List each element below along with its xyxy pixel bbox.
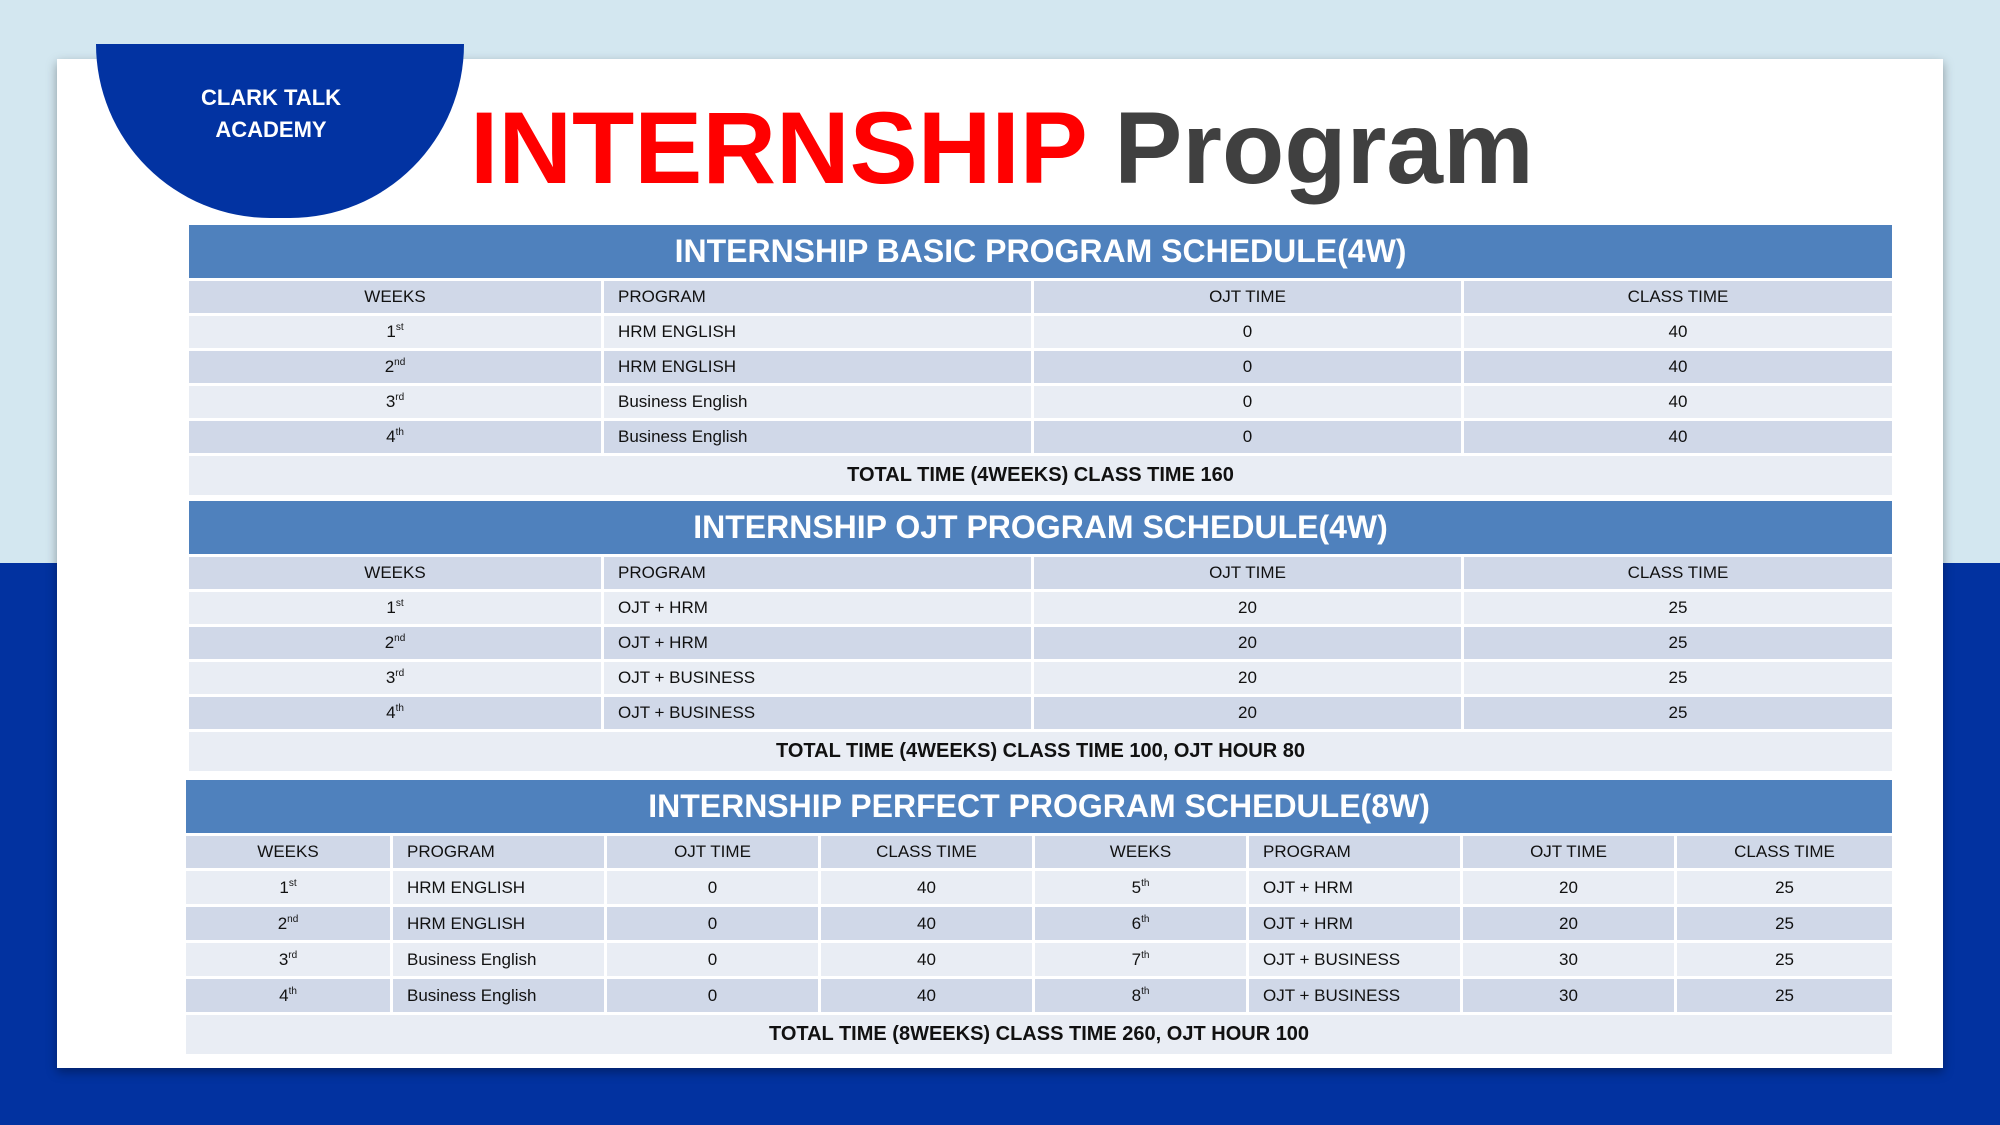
program-cell-2: OJT + BUSINESS <box>1248 978 1462 1014</box>
col-ojt-time: OJT TIME <box>606 835 820 870</box>
ojt-cell: 0 <box>1033 420 1463 455</box>
col-class-time: CLASS TIME <box>1463 556 1894 591</box>
page-title <box>470 88 1534 208</box>
class-cell: 40 <box>1463 315 1894 350</box>
col-program-2: PROGRAM <box>1248 835 1462 870</box>
class-cell-2: 25 <box>1676 906 1894 942</box>
program-cell: OJT + BUSINESS <box>603 661 1033 696</box>
ojt-total: TOTAL TIME (4WEEKS) CLASS TIME 100, OJT HOUR 80 <box>188 731 1894 773</box>
table-row <box>185 942 1894 978</box>
week-cell: 2nd <box>188 350 603 385</box>
class-cell: 40 <box>1463 350 1894 385</box>
col-class-time-2: CLASS TIME <box>1676 835 1894 870</box>
week-cell-2: 6th <box>1034 906 1248 942</box>
col-weeks: WEEKS <box>188 556 603 591</box>
logo-line-1: CLARK TALK <box>200 85 342 110</box>
ojt-cell: 20 <box>1033 661 1463 696</box>
ojt-cell: 0 <box>606 906 820 942</box>
week-cell: 3rd <box>188 385 603 420</box>
title-red: INTERNSHIP <box>470 91 1086 205</box>
week-cell-2: 5th <box>1034 870 1248 906</box>
class-cell: 40 <box>820 978 1034 1014</box>
table-row <box>188 661 1894 696</box>
class-cell-2: 25 <box>1676 870 1894 906</box>
class-cell: 40 <box>820 942 1034 978</box>
program-cell: OJT + BUSINESS <box>603 696 1033 731</box>
class-cell: 25 <box>1463 626 1894 661</box>
ojt-heading: INTERNSHIP OJT PROGRAM SCHEDULE(4W) <box>188 500 1894 556</box>
class-cell: 25 <box>1463 696 1894 731</box>
week-cell: 4th <box>188 696 603 731</box>
class-cell: 40 <box>1463 385 1894 420</box>
basic-total: TOTAL TIME (4WEEKS) CLASS TIME 160 <box>188 455 1894 497</box>
program-cell: HRM ENGLISH <box>603 350 1033 385</box>
perfect-total: TOTAL TIME (8WEEKS) CLASS TIME 260, OJT HOUR 100 <box>185 1014 1894 1056</box>
week-cell-2: 8th <box>1034 978 1248 1014</box>
table-row <box>185 906 1894 942</box>
ojt-cell-2: 30 <box>1462 942 1676 978</box>
ojt-cell: 0 <box>1033 315 1463 350</box>
program-cell: Business English <box>392 942 606 978</box>
perfect-heading: INTERNSHIP PERFECT PROGRAM SCHEDULE(8W) <box>185 779 1894 835</box>
ojt-cell: 0 <box>1033 350 1463 385</box>
week-cell: 2nd <box>185 906 392 942</box>
program-cell: HRM ENGLISH <box>392 870 606 906</box>
class-cell: 40 <box>820 870 1034 906</box>
col-class-time: CLASS TIME <box>820 835 1034 870</box>
program-cell: OJT + HRM <box>603 626 1033 661</box>
class-cell-2: 25 <box>1676 978 1894 1014</box>
col-program: PROGRAM <box>603 556 1033 591</box>
col-weeks: WEEKS <box>185 835 392 870</box>
ojt-cell: 0 <box>606 978 820 1014</box>
col-ojt-time-2: OJT TIME <box>1462 835 1676 870</box>
title-gray: Program <box>1114 91 1534 205</box>
table-row <box>188 315 1894 350</box>
week-cell: 1st <box>188 591 603 626</box>
class-cell: 25 <box>1463 591 1894 626</box>
col-program: PROGRAM <box>392 835 606 870</box>
week-cell: 1st <box>188 315 603 350</box>
program-cell: Business English <box>392 978 606 1014</box>
week-cell: 2nd <box>188 626 603 661</box>
basic-heading: INTERNSHIP BASIC PROGRAM SCHEDULE(4W) <box>188 224 1894 280</box>
col-ojt-time: OJT TIME <box>1033 556 1463 591</box>
table-row <box>188 626 1894 661</box>
class-cell-2: 25 <box>1676 942 1894 978</box>
program-cell-2: OJT + BUSINESS <box>1248 942 1462 978</box>
class-cell: 25 <box>1463 661 1894 696</box>
col-weeks: WEEKS <box>188 280 603 315</box>
program-cell: HRM ENGLISH <box>392 906 606 942</box>
week-cell: 1st <box>185 870 392 906</box>
ojt-schedule-table <box>186 498 1895 774</box>
week-cell: 4th <box>188 420 603 455</box>
perfect-schedule-table <box>183 777 1895 1057</box>
table-row <box>188 350 1894 385</box>
program-cell: HRM ENGLISH <box>603 315 1033 350</box>
col-program: PROGRAM <box>603 280 1033 315</box>
class-cell: 40 <box>1463 420 1894 455</box>
table-row <box>185 870 1894 906</box>
col-weeks-2: WEEKS <box>1034 835 1248 870</box>
ojt-cell-2: 20 <box>1462 870 1676 906</box>
ojt-cell-2: 30 <box>1462 978 1676 1014</box>
program-cell-2: OJT + HRM <box>1248 870 1462 906</box>
week-cell: 3rd <box>188 661 603 696</box>
ojt-cell: 0 <box>1033 385 1463 420</box>
logo-line-2: ACADEMY <box>215 117 327 142</box>
ojt-cell-2: 20 <box>1462 906 1676 942</box>
week-cell-2: 7th <box>1034 942 1248 978</box>
table-row <box>185 978 1894 1014</box>
table-row <box>188 420 1894 455</box>
class-cell: 40 <box>820 906 1034 942</box>
table-row <box>188 591 1894 626</box>
ojt-cell: 0 <box>606 942 820 978</box>
program-cell: Business English <box>603 385 1033 420</box>
ojt-cell: 20 <box>1033 591 1463 626</box>
week-cell: 3rd <box>185 942 392 978</box>
table-row <box>188 385 1894 420</box>
program-cell: OJT + HRM <box>603 591 1033 626</box>
col-ojt-time: OJT TIME <box>1033 280 1463 315</box>
program-cell-2: OJT + HRM <box>1248 906 1462 942</box>
ojt-cell: 20 <box>1033 626 1463 661</box>
ojt-cell: 20 <box>1033 696 1463 731</box>
col-class-time: CLASS TIME <box>1463 280 1894 315</box>
week-cell: 4th <box>185 978 392 1014</box>
program-cell: Business English <box>603 420 1033 455</box>
table-row <box>188 696 1894 731</box>
basic-schedule-table <box>186 222 1895 498</box>
ojt-cell: 0 <box>606 870 820 906</box>
